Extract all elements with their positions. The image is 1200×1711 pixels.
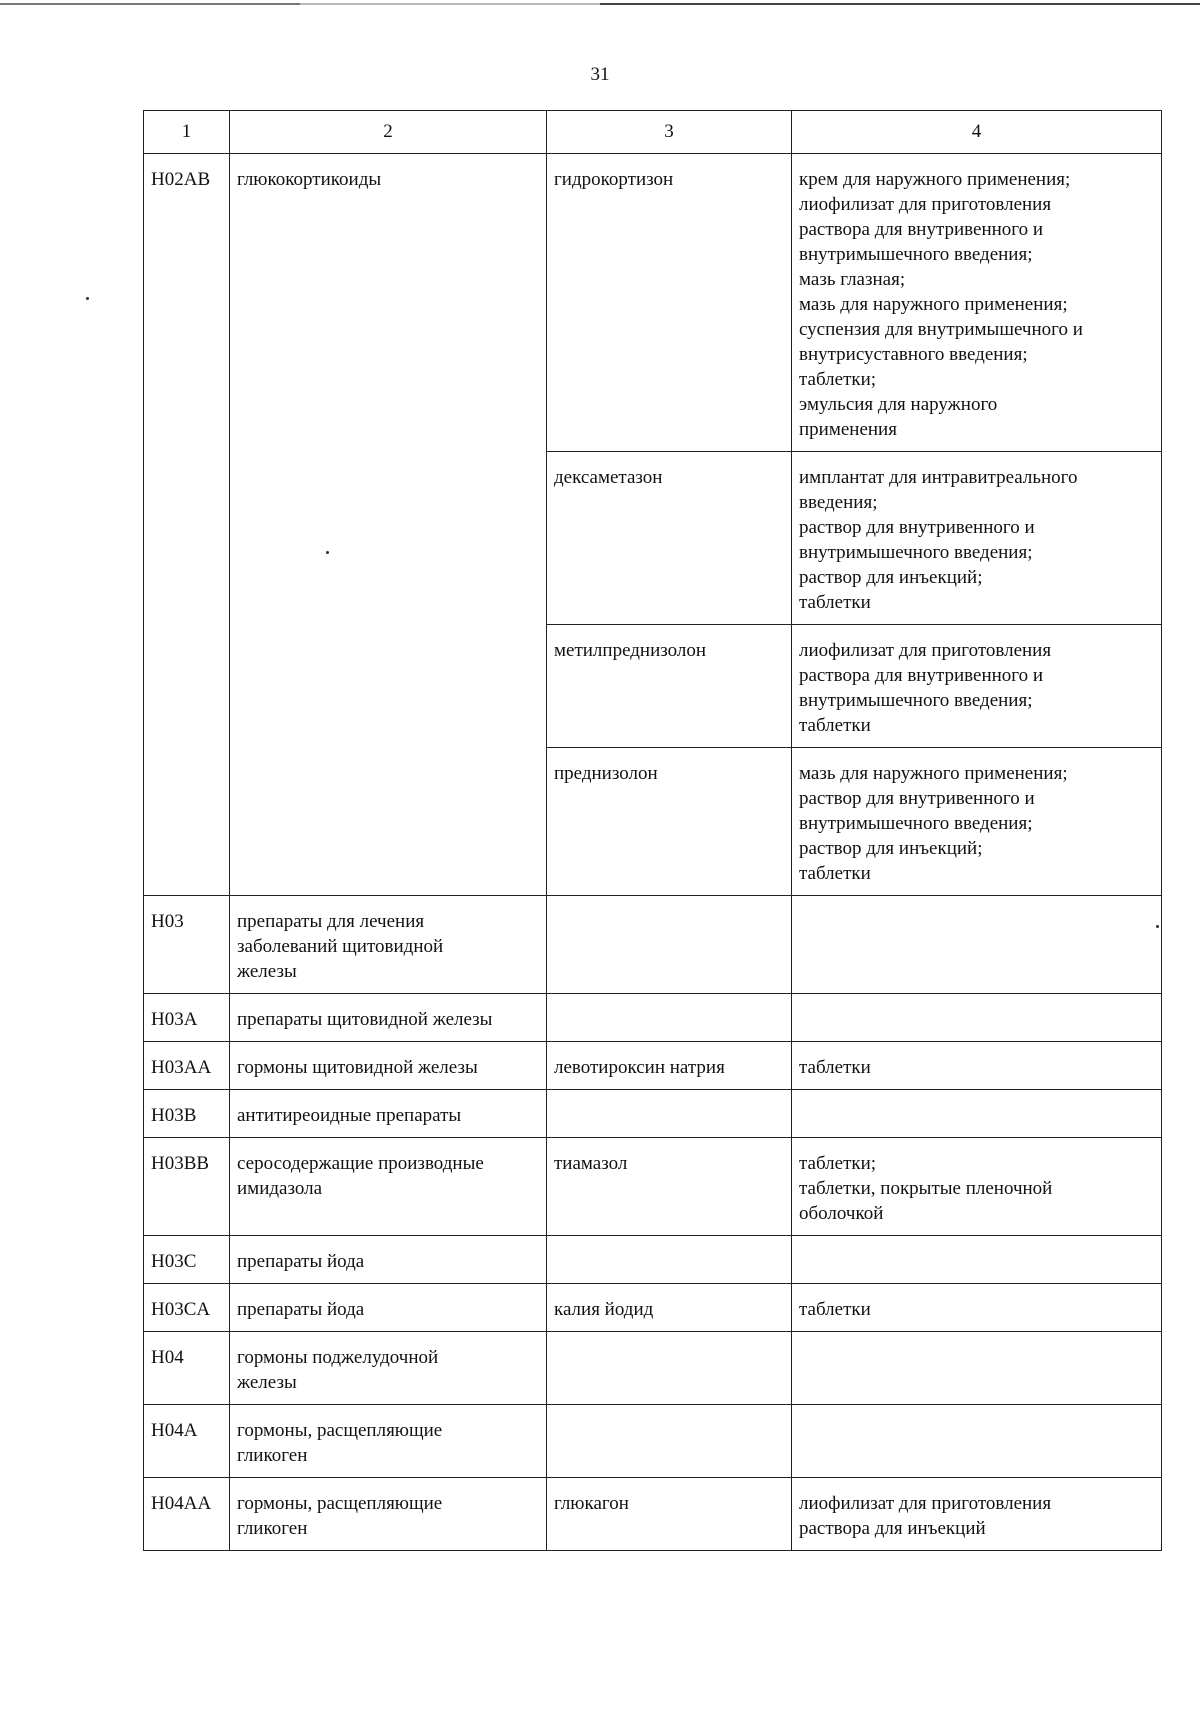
drug-name-cell: [547, 1090, 792, 1138]
dosage-form-line: суспензия для внутримышечного и: [799, 319, 1083, 340]
dosage-forms-cell: [792, 994, 1162, 1042]
group-name-line: имидазола: [237, 1178, 323, 1199]
dosage-form-line: мазь для наружного применения;: [799, 763, 1068, 784]
atc-code-cell: H03AA: [144, 1042, 230, 1090]
drug-name-cell: левотироксин натрия: [547, 1042, 792, 1090]
dosage-form-line: таблетки: [799, 715, 871, 736]
header-row: [144, 111, 1162, 154]
dosage-form-line: мазь глазная;: [799, 269, 906, 290]
drug-table: [143, 110, 1162, 1551]
dosage-form-line: применения: [799, 419, 897, 440]
dosage-form-line: раствора для внутривенного и: [799, 219, 1044, 240]
group-name-cell: [230, 1405, 547, 1478]
dosage-form-line: таблетки;: [799, 1153, 877, 1174]
table-row: [144, 1284, 1162, 1332]
dosage-form-line: внутримышечного введения;: [799, 542, 1033, 563]
dosage-form-line: лиофилизат для приготовления: [799, 194, 1052, 215]
drug-name-cell: [547, 1332, 792, 1405]
table-row: [144, 994, 1162, 1042]
dosage-form-line: таблетки: [799, 1057, 871, 1078]
group-name-cell: [230, 896, 547, 994]
atc-code-cell: H03: [144, 896, 230, 994]
dosage-form-line: крем для наружного применения;: [799, 169, 1071, 190]
dosage-form-line: оболочкой: [799, 1203, 884, 1224]
atc-code-cell: H04AA: [144, 1478, 230, 1551]
dosage-form-line: мазь для наружного применения;: [799, 294, 1068, 315]
dosage-form-line: внутрисуставного введения;: [799, 344, 1028, 365]
dosage-form-line: раствора для внутривенного и: [799, 665, 1044, 686]
dosage-form-line: таблетки: [799, 592, 871, 613]
dosage-form-line: внутримышечного введения;: [799, 690, 1033, 711]
dosage-forms-cell: [792, 748, 1162, 896]
atc-code-cell: H03C: [144, 1236, 230, 1284]
dosage-form-line: раствора для инъекций: [799, 1518, 986, 1539]
dosage-forms-cell: [792, 1236, 1162, 1284]
table-row: [144, 1332, 1162, 1405]
column-header-3: 3: [547, 111, 792, 154]
dosage-form-line: лиофилизат для приготовления: [799, 1493, 1052, 1514]
group-name-cell: глюкокортикоиды: [230, 154, 547, 896]
dosage-form-line: раствор для инъекций;: [799, 838, 983, 859]
drug-name-cell: гидрокортизон: [547, 154, 792, 452]
dosage-form-line: раствор для внутривенного и: [799, 788, 1035, 809]
atc-code-cell: H03A: [144, 994, 230, 1042]
drug-name-cell: [547, 994, 792, 1042]
table-row: [144, 1090, 1162, 1138]
dosage-forms-cell: [792, 1090, 1162, 1138]
dosage-forms-cell: [792, 452, 1162, 625]
dosage-form-line: таблетки;: [799, 369, 877, 390]
dosage-form-line: раствор для инъекций;: [799, 567, 983, 588]
group-name-line: гормоны, расщепляющие: [237, 1420, 443, 1441]
dosage-forms-cell: [792, 896, 1162, 994]
atc-code-cell: H04A: [144, 1405, 230, 1478]
group-name-line: гормоны, расщепляющие: [237, 1493, 443, 1514]
table-row: [144, 1042, 1162, 1090]
atc-code-cell: H03CA: [144, 1284, 230, 1332]
atc-code-cell: H03BB: [144, 1138, 230, 1236]
group-name-line: гормоны поджелудочной: [237, 1347, 439, 1368]
dosage-forms-cell: [792, 1332, 1162, 1405]
column-header-2: 2: [230, 111, 547, 154]
group-name-line: заболеваний щитовидной: [237, 936, 444, 957]
drug-name-cell: глюкагон: [547, 1478, 792, 1551]
dosage-forms-cell: [792, 154, 1162, 452]
dosage-form-line: раствор для внутривенного и: [799, 517, 1035, 538]
dosage-form-line: имплантат для интравитреального: [799, 467, 1078, 488]
table-row: [144, 154, 1162, 452]
atc-code-cell: H03B: [144, 1090, 230, 1138]
column-header-1: 1: [144, 111, 230, 154]
dosage-form-line: эмульсия для наружного: [799, 394, 998, 415]
drug-name-cell: дексаметазон: [547, 452, 792, 625]
group-name-cell: препараты йода: [230, 1284, 547, 1332]
group-name-line: гликоген: [237, 1445, 308, 1466]
drug-name-cell: [547, 896, 792, 994]
page-number: 31: [590, 64, 610, 85]
group-name-cell: [230, 1478, 547, 1551]
dosage-form-line: лиофилизат для приготовления: [799, 640, 1052, 661]
drug-name-cell: калия йодид: [547, 1284, 792, 1332]
dosage-forms-cell: [792, 1478, 1162, 1551]
group-name-cell: гормоны щитовидной железы: [230, 1042, 547, 1090]
dosage-form-line: таблетки: [799, 863, 871, 884]
dosage-forms-cell: [792, 1042, 1162, 1090]
dosage-form-line: таблетки: [799, 1299, 871, 1320]
dosage-forms-cell: [792, 1284, 1162, 1332]
table-body: [144, 154, 1162, 1551]
scan-edge-line: [0, 3, 1200, 5]
drug-name-cell: преднизолон: [547, 748, 792, 896]
group-name-cell: препараты йода: [230, 1236, 547, 1284]
group-name-cell: [230, 1332, 547, 1405]
dosage-form-line: введения;: [799, 492, 878, 513]
dosage-forms-cell: [792, 625, 1162, 748]
group-name-cell: препараты щитовидной железы: [230, 994, 547, 1042]
dosage-form-line: внутримышечного введения;: [799, 244, 1033, 265]
dosage-form-line: таблетки, покрытые пленочной: [799, 1178, 1053, 1199]
table-row: [144, 1236, 1162, 1284]
group-name-line: железы: [237, 961, 297, 982]
group-name-line: гликоген: [237, 1518, 308, 1539]
dosage-forms-cell: [792, 1138, 1162, 1236]
group-name-line: железы: [237, 1372, 297, 1393]
atc-code-cell: H02AB: [144, 154, 230, 896]
scan-speck: [86, 297, 89, 300]
group-name-cell: [230, 1138, 547, 1236]
drug-name-cell: метилпреднизолон: [547, 625, 792, 748]
group-name-cell: антитиреоидные препараты: [230, 1090, 547, 1138]
column-header-4: 4: [792, 111, 1162, 154]
group-name-line: серосодержащие производные: [237, 1153, 484, 1174]
group-name-line: препараты для лечения: [237, 911, 425, 932]
table-row: [144, 1138, 1162, 1236]
dosage-forms-cell: [792, 1405, 1162, 1478]
table-row: [144, 1405, 1162, 1478]
table-row: [144, 1478, 1162, 1551]
table-row: [144, 896, 1162, 994]
atc-code-cell: H04: [144, 1332, 230, 1405]
dosage-form-line: внутримышечного введения;: [799, 813, 1033, 834]
drug-name-cell: тиамазол: [547, 1138, 792, 1236]
drug-name-cell: [547, 1236, 792, 1284]
drug-name-cell: [547, 1405, 792, 1478]
